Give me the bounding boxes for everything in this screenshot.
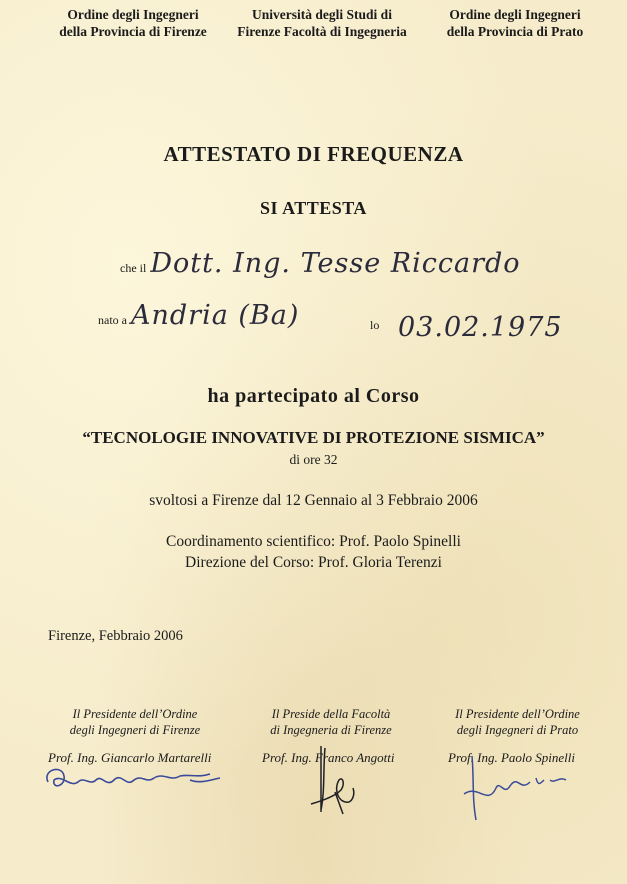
signatory-2-role-line2: di Ingegneria di Firenze [270, 723, 392, 737]
course-name: “TECNOLOGIE INNOVATIVE DI PROTEZIONE SISMICA” [82, 428, 545, 447]
header-left-institution [38, 6, 228, 40]
birth-prefix: nato a [98, 313, 127, 327]
header-center-line2: Firenze Facoltà di Ingegneria [237, 24, 407, 39]
place-date: Firenze, Febbraio 2006 [48, 628, 183, 644]
recipient-prefix: che il [120, 261, 147, 275]
signatory-1-role-line1: Il Presidente dell’Ordine [72, 707, 198, 721]
signatory-1-name: Prof. Ing. Giancarlo Martarelli [48, 750, 212, 765]
header-left-line2: della Provincia di Firenze [59, 24, 207, 39]
birthplace: Andria (Ba) [131, 300, 300, 331]
recipient-name-line [120, 248, 521, 279]
certificate-title: ATTESTATO DI FREQUENZA [163, 142, 464, 166]
signatory-3-role [425, 706, 610, 738]
signature-2-scrawl [295, 740, 375, 822]
recipient-name: Dott. Ing. Tesse Riccardo [150, 248, 521, 279]
signatory-3-name: Prof. Ing. Paolo Spinelli [448, 750, 575, 765]
course-direction: Direzione del Corso: Prof. Gloria Terenzi [185, 554, 442, 571]
signatory-1-role-line2: degli Ingegneri di Firenze [69, 723, 201, 737]
signatory-2-role [236, 706, 426, 738]
header-right-institution [425, 6, 605, 40]
attestation-heading: SI ATTESTA [260, 198, 367, 218]
course-dates: svoltosi a Firenze dal 12 Gennaio al 3 Febbraio 2006 [149, 492, 478, 509]
signature-1-scrawl [40, 760, 230, 800]
header-center-line1: Università degli Studi di [252, 7, 392, 22]
course-hours: di ore 32 [289, 452, 338, 467]
course-staff [0, 531, 627, 573]
header-left-line1: Ordine degli Ingegneri [67, 7, 199, 22]
signatory-1-role [40, 706, 230, 738]
participation-statement: ha partecipato al Corso [207, 385, 420, 407]
signature-3-scrawl [458, 748, 588, 823]
signatory-3-role-line2: degli Ingegneri di Prato [456, 723, 579, 737]
signatory-2-role-line1: Il Preside della Facoltà [271, 707, 391, 721]
birth-date-prefix: lo [370, 318, 380, 332]
header-right-line1: Ordine degli Ingegneri [449, 7, 581, 22]
birth-line [98, 300, 563, 343]
scientific-coordination: Coordinamento scientifico: Prof. Paolo Spinelli [166, 533, 461, 550]
birth-date: 03.02.1975 [398, 312, 563, 343]
header-right-line2: della Provincia di Prato [446, 24, 584, 39]
signatory-2-name: Prof. Ing. Franco Angotti [262, 750, 395, 765]
signatory-3-role-line1: Il Presidente dell’Ordine [455, 707, 580, 721]
header-center-institution [222, 6, 422, 40]
